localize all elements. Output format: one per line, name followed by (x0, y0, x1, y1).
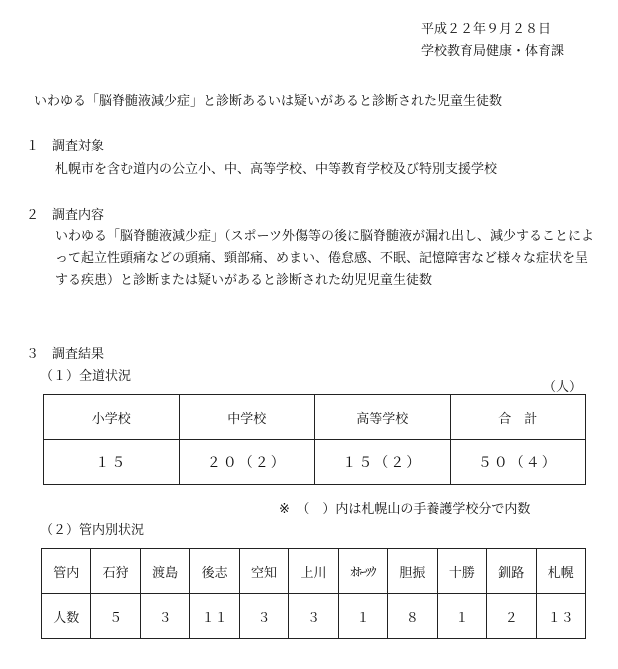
unit-label: （人） (543, 380, 583, 395)
table-header-cell: 渡島 (140, 549, 189, 594)
section2-heading: ２ 調査内容 (26, 208, 105, 223)
section3-heading: ３ 調査結果 (26, 347, 105, 362)
statewide-table (43, 394, 586, 485)
table-header-cell: 上川 (289, 549, 338, 594)
table-cell: １ (338, 594, 387, 639)
table-cell: ８ (388, 594, 437, 639)
subsection-district: （２）管内別状況 (40, 523, 145, 538)
table-header-cell: 管内 (42, 549, 91, 594)
table-header-cell: 胆振 (388, 549, 437, 594)
table-header-cell: 札幌 (536, 549, 585, 594)
table-header-row (42, 549, 586, 594)
table-header-cell: 中学校 (179, 395, 315, 440)
table-header-row (44, 395, 586, 440)
table-cell: １５（２） (315, 440, 451, 485)
table-cell: １３ (536, 594, 585, 639)
table-cell: １１ (190, 594, 239, 639)
table-cell: ２ (487, 594, 536, 639)
table-cell: ３ (289, 594, 338, 639)
department-name: 学校教育局健康・体育課 (421, 44, 565, 59)
section1-text: 札幌市を含む道内の公立小、中、高等学校、中等教育学校及び特別支援学校 (55, 162, 498, 177)
table-header-cell: 十勝 (437, 549, 486, 594)
table-cell: １５ (44, 440, 180, 485)
table-header-cell: 空知 (239, 549, 288, 594)
table-cell: ５０（４） (450, 440, 586, 485)
document-title: いわゆる「脳脊髄液減少症」と診断あるいは疑いがあると診断された児童生徒数 (34, 94, 503, 109)
subsection-statewide: （１）全道状況 (40, 369, 132, 384)
table-cell: １ (437, 594, 486, 639)
section1-heading: １ 調査対象 (26, 139, 105, 154)
table-header-cell: ｵﾎｰﾂｸ (338, 549, 387, 594)
table-header-cell: 後志 (190, 549, 239, 594)
table-row (44, 440, 586, 485)
table-cell: ３ (140, 594, 189, 639)
section2-text: いわゆる「脳脊髄液減少症」（スポーツ外傷等の後に脳脊髄液が漏れ出し、減少することによって起立性頭痛などの頭痛、頸部痛、めまい、倦怠感、不眠、記憶障害など様々な症状を呈する疾患）と診断または疑いがあると診断された幼児児童生徒数 (55, 229, 594, 288)
district-table (41, 548, 586, 639)
table-cell: ２０（２） (179, 440, 315, 485)
report-date: 平成２２年９月２８日 (421, 22, 552, 37)
table-cell: 人数 (42, 594, 91, 639)
table-header-cell: 合 計 (450, 395, 586, 440)
table-note: ※ （ ）内は札幌山の手養護学校分で内数 (279, 502, 531, 517)
table-row (42, 594, 586, 639)
table-cell: ５ (91, 594, 140, 639)
table-header-cell: 釧路 (487, 549, 536, 594)
table-header-cell: 高等学校 (315, 395, 451, 440)
table-header-cell: 小学校 (44, 395, 180, 440)
table-header-cell: 石狩 (91, 549, 140, 594)
table-cell: ３ (239, 594, 288, 639)
